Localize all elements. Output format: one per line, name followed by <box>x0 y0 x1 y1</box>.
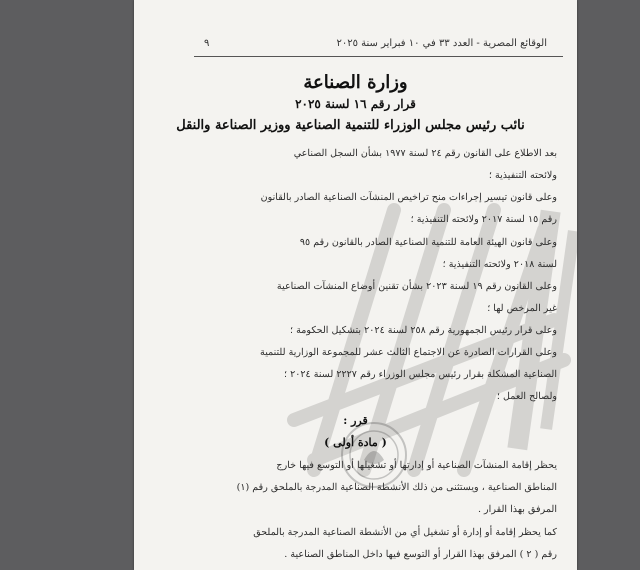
preamble-line: وعلى قانون تيسير إجراءات منح تراخيص المنشآت الصناعية الصادر بالقانون <box>260 192 557 203</box>
preamble-line: وعلى القانون رقم ١٩ لسنة ٢٠٢٣ بشأن تقنين أوضاع المنشآت الصناعية <box>276 281 557 292</box>
article-line: كما يحظر إقامة أو إدارة أو تشغيل أي من الأنشطة الصناعية المدرجة بالملحق <box>253 527 557 538</box>
decree-number: قرار رقم ١٦ لسنة ٢٠٢٥ <box>295 97 416 111</box>
preamble-line: لسنة ٢٠١٨ ولائحته التنفيذية ؛ <box>442 259 557 270</box>
decree-issuer: نائب رئيس مجلس الوزراء للتنمية الصناعية ووزير الصناعة والنقل <box>176 118 525 133</box>
page-number: ٩ <box>204 38 210 49</box>
article-line: المرفق بهذا القرار . <box>477 504 557 515</box>
preamble-line: وعلى قانون الهيئة العامة للتنمية الصناعية الصادر بالقانون رقم ٩٥ <box>299 237 557 248</box>
page-content <box>134 0 577 570</box>
preamble-line: وعلى القرارات الصادرة عن الاجتماع الثالث عشر للمجموعة الوزارية للتنمية <box>260 347 557 358</box>
article-line: يحظر إقامة المنشآت الصناعية أو إدارتها أو تشغيلها أو التوسع فيها خارج <box>276 460 557 471</box>
preamble-line: الصناعية المشكلة بقرار رئيس مجلس الوزراء رقم ٢٢٢٧ لسنة ٢٠٢٤ ؛ <box>283 369 557 380</box>
header-rule <box>194 56 563 57</box>
article-line: المناطق الصناعية ، ويستثنى من ذلك الأنشطة الصناعية المدرجة بالملحق رقم (١) <box>236 482 557 493</box>
running-title: الوقائع المصرية - العدد ٣٣ في ١٠ فبراير سنة ٢٠٢٥ <box>336 38 547 49</box>
article-title: ( مادة أولى ) <box>324 436 387 449</box>
preamble-line: ولائحته التنفيذية ؛ <box>488 170 557 181</box>
decided-heading: قرر : <box>343 414 368 427</box>
gazette-page <box>134 0 577 570</box>
ministry-title: وزارة الصناعة <box>303 72 408 93</box>
preamble-line: ولصالح العمل ؛ <box>496 391 557 402</box>
preamble-line: وعلى قرار رئيس الجمهورية رقم ٢٥٨ لسنة ٢٠٢٤ بتشكيل الحكومة ؛ <box>290 325 557 336</box>
preamble-line: رقم ١٥ لسنة ٢٠١٧ ولائحته التنفيذية ؛ <box>410 214 557 225</box>
preamble-line: غير المرخص لها ؛ <box>487 303 557 314</box>
preamble-line: بعد الاطلاع على القانون رقم ٢٤ لسنة ١٩٧٧ بشأن السجل الصناعي <box>293 148 557 159</box>
article-line: رقم ( ٢ ) المرفق بهذا القرار أو التوسع فيها داخل المناطق الصناعية . <box>284 549 557 560</box>
